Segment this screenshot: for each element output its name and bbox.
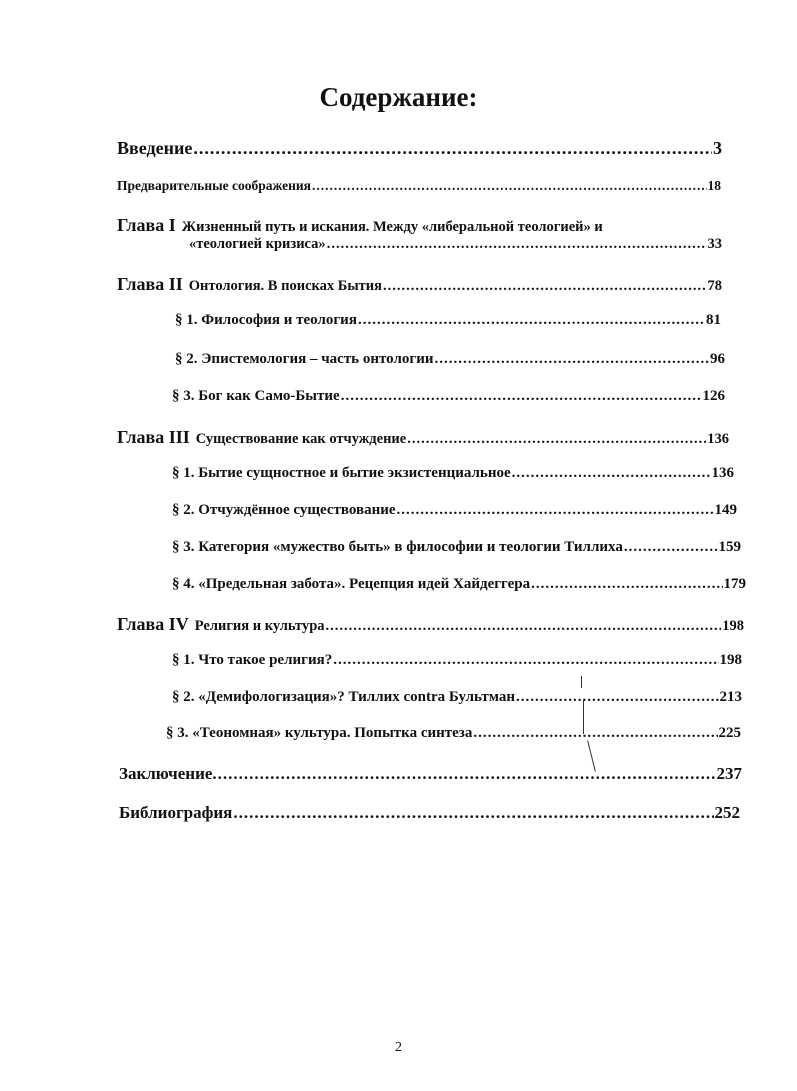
section-label: § 2. Отчуждённое существование [172,502,396,518]
toc-page: 198 [722,618,744,634]
dot-leader [624,539,718,556]
chapter-head: Глава III [117,427,190,447]
dot-leader [383,278,707,295]
section-label: § 2. «Демифологизация»? Тиллих contra Бультман [172,689,515,705]
toc-entry-conclusion[interactable] [119,764,742,784]
chapter-title: Онтология. В поисках Бытия [188,278,382,294]
toc-chapter-3[interactable] [117,427,729,448]
toc-page: 179 [723,576,746,592]
toc-label: Заключение. [119,764,217,783]
section-label: § 1. Что такое религия? [172,652,333,668]
toc-section-3-2[interactable] [172,502,737,519]
dot-leader [531,576,722,593]
page-title: Содержание: [319,82,478,112]
dot-leader [512,465,711,482]
toc-entry-prelim[interactable] [117,178,721,194]
toc-page: 198 [719,652,742,668]
toc-page: 136 [711,465,734,481]
toc-page: 237 [716,764,742,783]
dot-leader [397,502,714,519]
scan-mark [583,700,584,734]
dot-leader [327,236,707,253]
toc-chapter-1-line1[interactable] [117,215,677,236]
dot-leader [435,351,710,368]
toc-section-4-2[interactable] [172,689,742,706]
section-label: § 2. Эпистемология – часть онтологии [175,351,434,367]
toc-page: 96 [710,351,725,367]
page-number: 2 [395,1040,402,1055]
toc-chapter-1-line2[interactable] [189,236,722,253]
chapter-head: Глава IV [117,614,189,634]
section-label: § 1. Бытие сущностное и бытие экзистенциальное [172,465,511,481]
section-label: § 3. Категория «мужество быть» в философии и теологии Тиллиха [172,539,623,555]
chapter-title: Существование как отчуждение [195,431,407,447]
toc-entry-bibliography[interactable] [119,803,740,823]
chapter-head: Глава II [117,274,183,294]
section-label: § 3. «Теономная» культура. Попытка синтеза [166,725,473,741]
toc-section-2-2[interactable] [175,351,725,368]
toc-page: 81 [706,312,721,328]
toc-section-4-1[interactable] [172,652,742,669]
dot-leader [193,138,712,159]
toc-chapter-2[interactable] [117,274,722,295]
toc-page: 18 [707,178,721,193]
dot-leader [407,431,706,448]
toc-label: Библиография [119,803,233,822]
toc-label: Предварительные соображения [117,178,311,193]
toc-section-3-4[interactable] [172,576,746,593]
dot-leader [312,178,707,194]
dot-leader [473,725,717,742]
toc-label: Введение [117,138,193,158]
toc-page: 3 [713,138,722,158]
toc-page: 126 [702,388,725,404]
chapter-title-cont: «теологией кризиса» [189,236,326,252]
toc-page: 136 [707,431,729,447]
section-label: § 3. Бог как Само-Бытие [172,388,340,404]
toc-page: 225 [718,725,741,741]
toc-section-4-3[interactable] [166,725,741,742]
dot-leader [358,312,705,329]
chapter-title: Жизненный путь и искания. Между «либеральной теологией» и [181,219,603,235]
dot-leader [341,388,702,405]
toc-page: 78 [707,278,722,294]
toc-section-2-3[interactable] [172,388,725,405]
toc-page: 252 [714,803,740,822]
dot-leader [333,652,718,669]
section-label: § 4. «Предельная забота». Рецепция идей Хайдеггера [172,576,531,592]
toc-page: 213 [719,689,742,705]
chapter-head: Глава I [117,215,176,235]
dot-leader [233,803,713,823]
toc-page: 159 [718,539,741,555]
toc-section-3-3[interactable] [172,539,741,556]
toc-section-3-1[interactable] [172,465,734,482]
scan-mark [581,676,582,688]
dot-leader [516,689,719,706]
toc-page: 149 [714,502,737,518]
dot-leader [326,618,722,635]
toc-page: 33 [707,236,722,252]
toc-section-2-1[interactable] [175,312,721,329]
dot-leader [218,764,716,784]
toc-entry-intro[interactable] [117,138,722,159]
section-label: § 1. Философия и теология [175,312,357,328]
chapter-title: Религия и культура [194,618,325,634]
toc-chapter-4[interactable] [117,614,744,635]
